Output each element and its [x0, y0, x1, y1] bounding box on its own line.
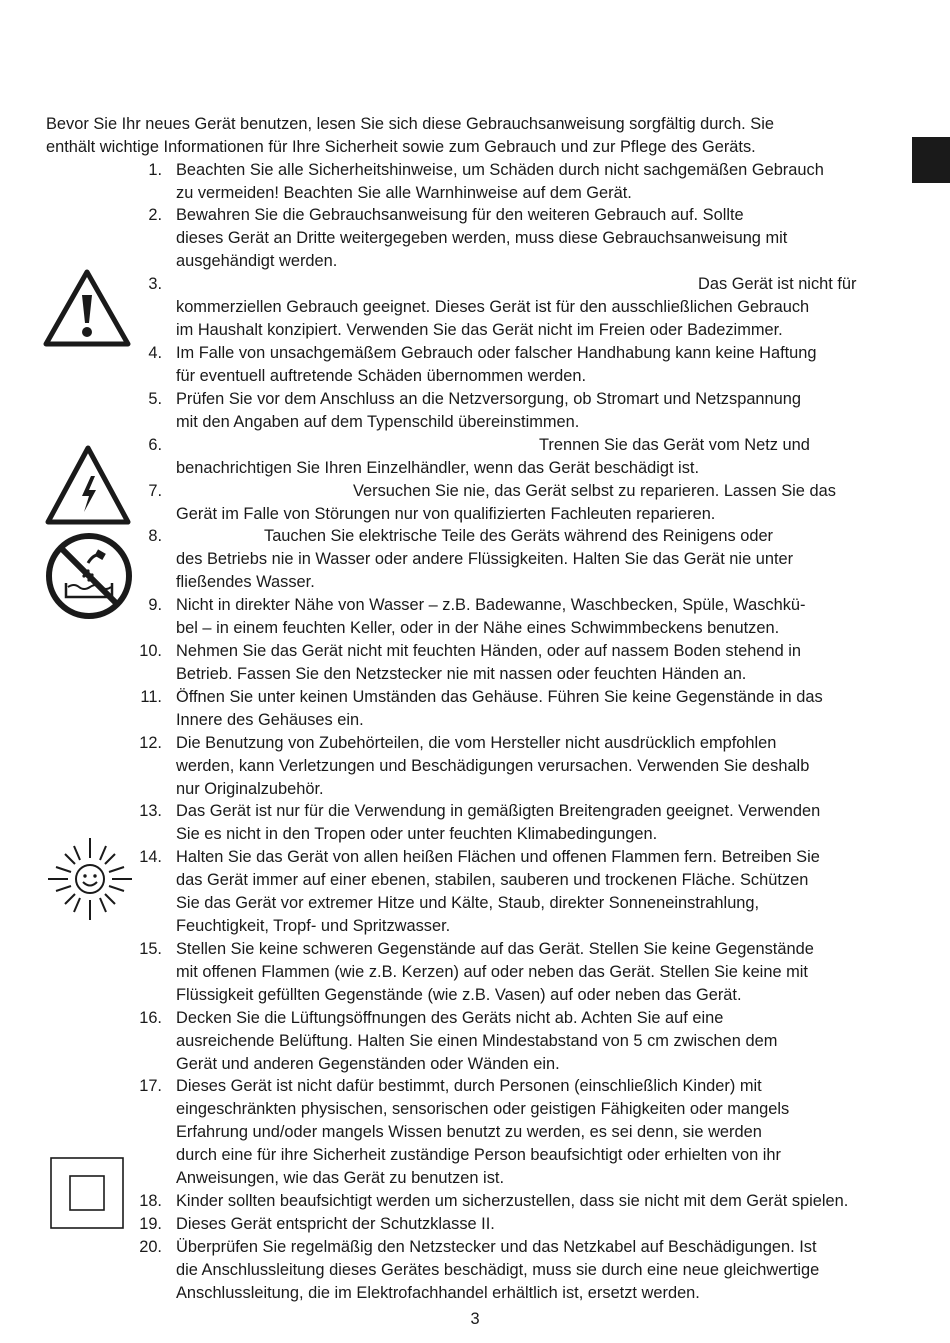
item-text: Sie es nicht in den Tropen oder unter feuchten Klimabedingungen.	[176, 825, 658, 843]
item-text: benachrichtigen Sie Ihren Einzelhändler, wenn das Gerät beschädigt ist.	[176, 459, 700, 477]
item-text: bel – in einem feuchten Keller, oder in der Nähe eines Schwimmbeckens benutzen.	[176, 619, 780, 637]
item-text: im Haushalt konzipiert. Verwenden Sie das Gerät nicht im Freien oder Badezimmer.	[176, 321, 783, 339]
item-text: die Anschlussleitung dieses Gerätes beschädigt, muss sie durch eine neue gleichwertige	[176, 1261, 820, 1279]
item-text: Bewahren Sie die Gebrauchsanweisung für den weiteren Gebrauch auf. Sollte	[176, 206, 744, 224]
item-text: durch eine für ihre Sicherheit zuständige Person beaufsichtigt oder erhielten von ihr	[176, 1146, 781, 1164]
item-text: Anweisungen, wie das Gerät zu benutzen ist.	[176, 1169, 505, 1187]
item-text: Gerät im Falle von Störungen nur von qualifizierten Fachleuten reparieren.	[176, 505, 716, 523]
item-text: ausgehändigt werden.	[176, 252, 338, 270]
item-number: 15.	[139, 940, 162, 958]
item-text: Feuchtigkeit, Tropf- und Spritzwasser.	[176, 917, 451, 935]
item-text: Prüfen Sie vor dem Anschluss an die Netzversorgung, ob Stromart und Netzspannung	[176, 390, 802, 408]
item-text: zu vermeiden! Beachten Sie alle Warnhinweise auf dem Gerät.	[176, 184, 632, 202]
item-number: 11.	[140, 688, 162, 706]
item-number: 14.	[139, 848, 162, 866]
item-number: 17.	[139, 1077, 162, 1095]
item-number: 9.	[148, 596, 162, 614]
item-text: Betrieb. Fassen Sie den Netzstecker nie mit nassen oder feuchten Händen an.	[176, 665, 747, 683]
section-tab-marker	[912, 137, 950, 183]
item-text: Im Falle von unsachgemäßem Gebrauch oder falscher Handhabung kann keine Haftung	[176, 344, 817, 362]
intro-line: Bevor Sie Ihr neues Gerät benutzen, lesen Sie sich diese Gebrauchsanweisung sorgfältig durch. Sie	[46, 115, 774, 133]
item-number: 12.	[139, 734, 162, 752]
item-number: 13.	[139, 802, 162, 820]
item-text: Innere des Gehäuses ein.	[176, 711, 364, 729]
item-text: Sie das Gerät vor extremer Hitze und Kälte, Staub, direkter Sonneneinstrahlung,	[176, 894, 760, 912]
intro-line: enthält wichtige Informationen für Ihre Sicherheit sowie zum Gebrauch und zur Pflege des Geräts.	[46, 138, 756, 156]
item-text: eingeschränkten physischen, sensorischen oder geistigen Fähigkeiten oder mangels	[176, 1100, 790, 1118]
item-text: Stellen Sie keine schweren Gegenstände auf das Gerät. Stellen Sie keine Gegenstände	[176, 940, 814, 958]
item-number: 10.	[139, 642, 162, 660]
item-number: 20.	[139, 1238, 162, 1256]
item-text: ausreichende Belüftung. Halten Sie einen Mindestabstand von 5 cm zwischen dem	[176, 1032, 778, 1050]
item-text: Öffnen Sie unter keinen Umständen das Gehäuse. Führen Sie keine Gegenstände in das	[176, 688, 823, 706]
item-text: Trennen Sie das Gerät vom Netz und	[539, 436, 810, 454]
item-text: Erfahrung und/oder mangels Wissen benutzt zu werden, es sei denn, sie werden	[176, 1123, 762, 1141]
item-text: Überprüfen Sie regelmäßig den Netzstecker und das Netzkabel auf Beschädigungen. Ist	[176, 1238, 817, 1256]
item-text: werden, kann Verletzungen und Beschädigungen verursachen. Verwenden Sie deshalb	[176, 757, 810, 775]
item-text: Dieses Gerät entspricht der Schutzklasse II.	[176, 1215, 495, 1233]
item-number: 5.	[148, 390, 162, 408]
item-number: 2.	[148, 206, 162, 224]
item-text: Tauchen Sie elektrische Teile des Geräts während des Reinigens oder	[264, 527, 774, 545]
item-text: mit offenen Flammen (wie z.B. Kerzen) auf oder neben das Gerät. Stellen Sie keine mit	[176, 963, 808, 981]
item-text: Das Gerät ist nicht für	[698, 275, 857, 293]
item-text: für eventuell auftretende Schäden übernommen werden.	[176, 367, 587, 385]
item-number: 3.	[148, 275, 162, 293]
item-text: kommerziellen Gebrauch geeignet. Dieses Gerät ist für den ausschließlichen Gebrauch	[176, 298, 810, 316]
item-text: Nicht in direkter Nähe von Wasser – z.B. Badewanne, Waschbecken, Spüle, Waschkü-	[176, 596, 806, 614]
item-number: 16.	[139, 1009, 162, 1027]
item-text: Kinder sollten beaufsichtigt werden um sicherzustellen, dass sie nicht mit dem Gerät spielen.	[176, 1192, 849, 1210]
item-text: Gerät und anderen Gegenständen oder Wänden ein.	[176, 1055, 560, 1073]
item-number: 19.	[139, 1215, 162, 1233]
item-text: Dieses Gerät ist nicht dafür bestimmt, durch Personen (einschließlich Kinder) mit	[176, 1077, 762, 1095]
item-number: 4.	[148, 344, 162, 362]
item-number: 18.	[139, 1192, 162, 1210]
item-text: Decken Sie die Lüftungsöffnungen des Geräts nicht ab. Achten Sie auf eine	[176, 1009, 724, 1027]
item-text: Flüssigkeit gefüllten Gegenstände (wie z.B. Vasen) auf oder neben das Gerät.	[176, 986, 742, 1004]
item-text: Nehmen Sie das Gerät nicht mit feuchten Händen, oder auf nassem Boden stehend in	[176, 642, 802, 660]
item-number: 8.	[148, 527, 162, 545]
item-number: 1.	[148, 161, 162, 179]
item-text: fließendes Wasser.	[176, 573, 315, 591]
item-number: 7.	[148, 482, 162, 500]
item-text: dieses Gerät an Dritte weitergegeben werden, muss diese Gebrauchsanweisung mit	[176, 229, 788, 247]
item-text: Das Gerät ist nur für die Verwendung in gemäßigten Breitengraden geeignet. Verwenden	[176, 802, 821, 820]
item-number: 6.	[148, 436, 162, 454]
page-number: 3	[470, 1310, 480, 1328]
item-text: das Gerät immer auf einer ebenen, stabilen, sauberen und trockenen Fläche. Schützen	[176, 871, 809, 889]
item-text: nur Originalzubehör.	[176, 780, 324, 798]
item-text: Anschlussleitung, die im Elektrofachhandel erhältlich ist, ersetzt werden.	[176, 1284, 700, 1302]
item-text: Beachten Sie alle Sicherheitshinweise, um Schäden durch nicht sachgemäßen Gebrauch	[176, 161, 824, 179]
item-text: des Betriebs nie in Wasser oder andere Flüssigkeiten. Halten Sie das Gerät nie unter	[176, 550, 794, 568]
item-text: Versuchen Sie nie, das Gerät selbst zu reparieren. Lassen Sie das	[353, 482, 836, 500]
item-text: Die Benutzung von Zubehörteilen, die vom Hersteller nicht ausdrücklich empfohlen	[176, 734, 777, 752]
item-text: Halten Sie das Gerät von allen heißen Flächen und offenen Flammen fern. Betreiben Sie	[176, 848, 820, 866]
item-text: mit den Angaben auf dem Typenschild übereinstimmen.	[176, 413, 580, 431]
